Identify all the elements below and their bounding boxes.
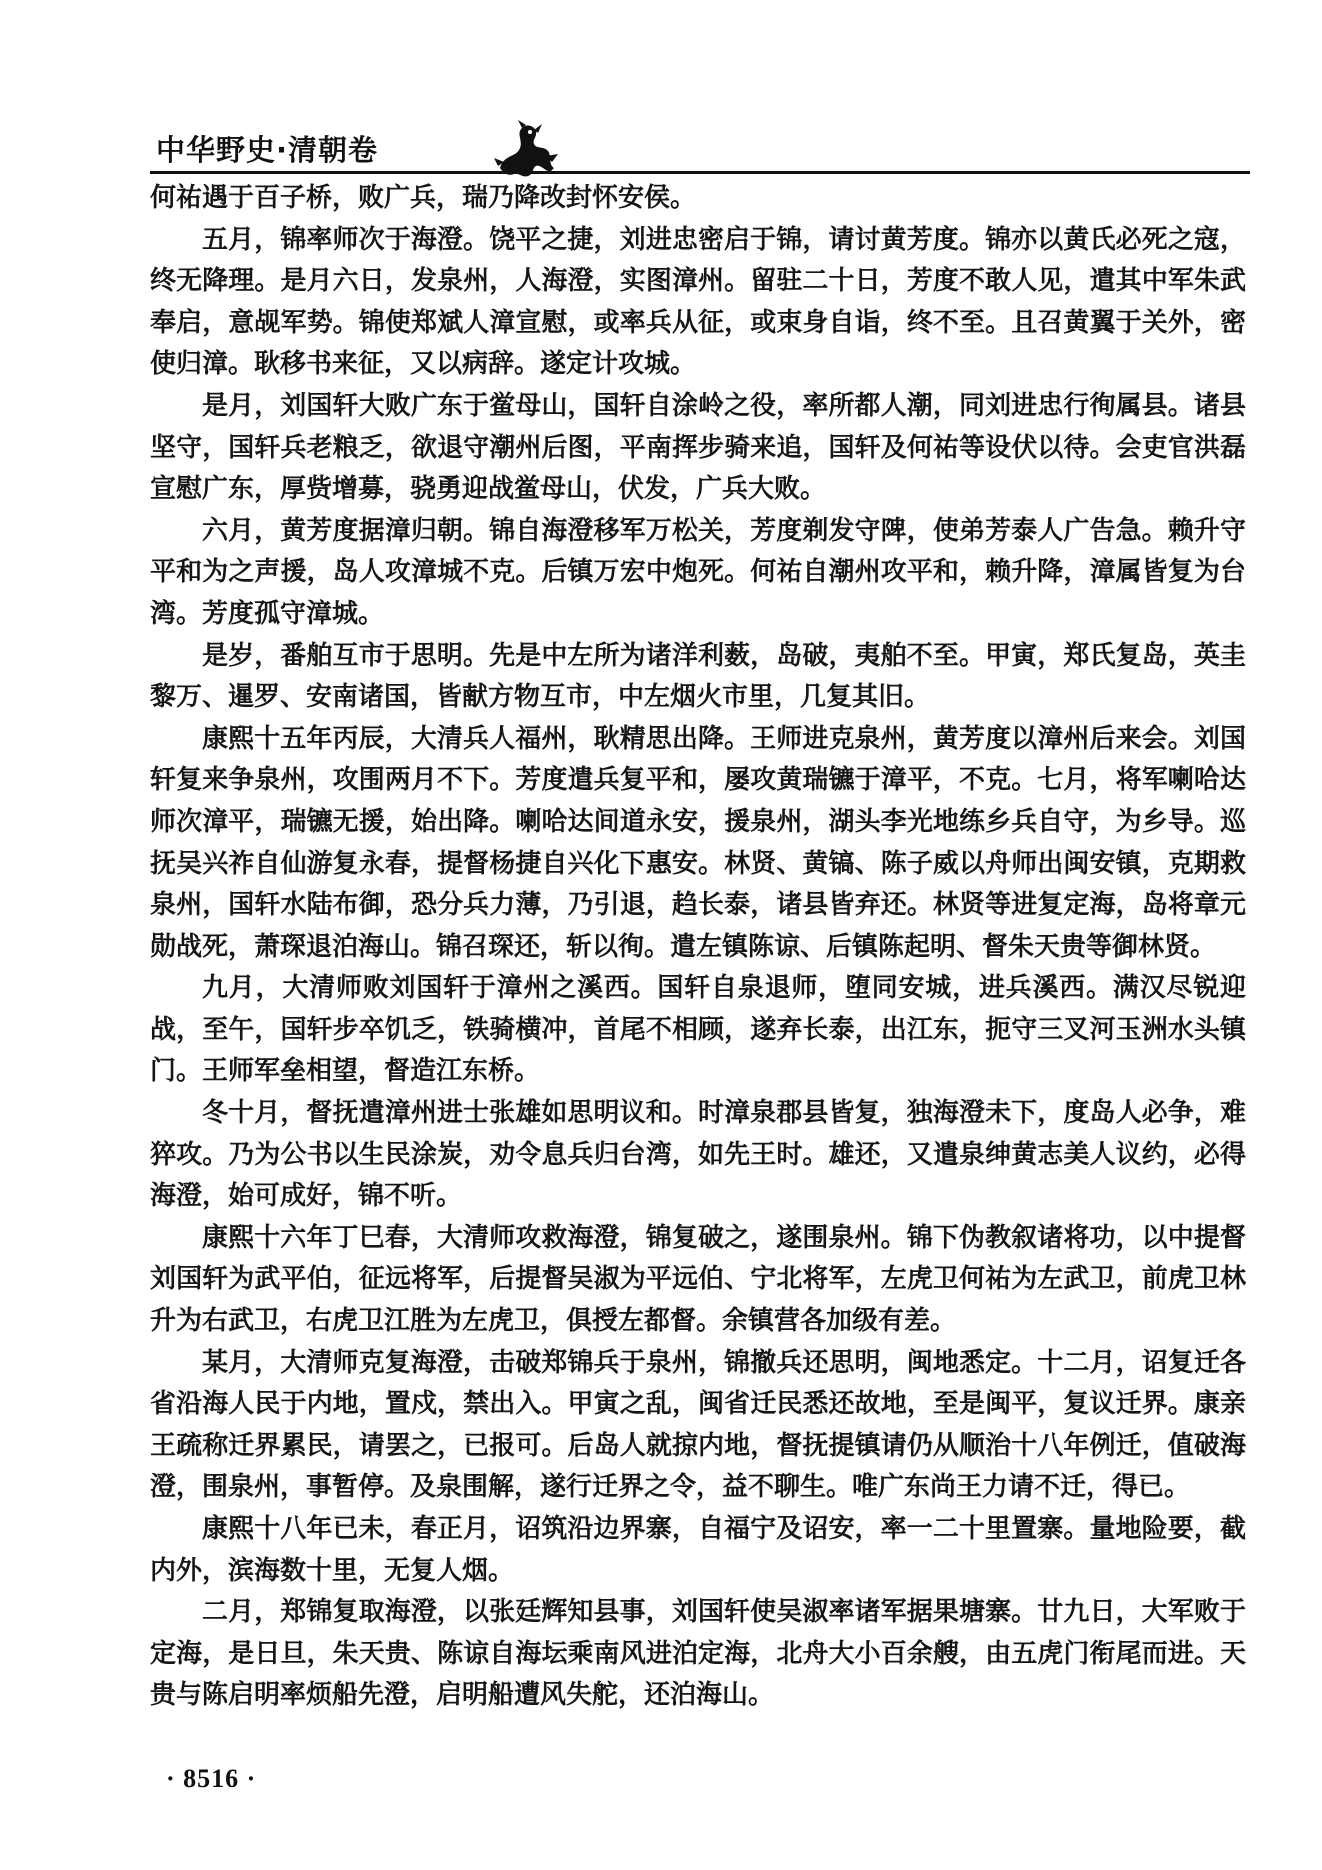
- paragraph: 五月，锦率师次于海澄。饶平之捷，刘进忠密启于锦，请讨黄芳度。锦亦以黄氏必死之寇，终无降理。是月六日，发泉州，人海澄，实图漳州。留驻二十日，芳度不敢人见，遣其中军朱武奉启，意觇军势。锦使郑斌人漳宣慰，或率兵从征，或束身自诣，终不至。且召黄翼于关外，密使归漳。耿移书来征，又以病辞。遂定计攻城。: [150, 224, 1246, 380]
- paragraph: 二月，郑锦复取海澄，以张廷辉知县事，刘国轩使吴淑率诸军据果塘寨。廿九日，大军败于定海，是日旦，朱天贵、陈谅自海坛乘南风进泊定海，北舟大小百余艘，由五虎门衔尾而进。天贵与陈启明率烦船先澄，启明船遭风失舵，还泊海山。: [150, 1597, 1246, 1711]
- page-header: [150, 118, 1250, 178]
- paragraph: 九月，大清师败刘国轩于漳州之溪西。国轩自泉退师，堕同安城，进兵溪西。满汉尽锐迎战，至午，国轩步卒饥乏，铁骑横冲，首尾不相顾，遂弃长泰，出江东，扼守三叉河玉洲水头镇门。王师军垒相望，督造江东桥。: [150, 973, 1246, 1087]
- paragraph: 是月，刘国轩大败广东于鲎母山，国轩自涂岭之役，率所都人潮，同刘进忠行徇属县。诸县坚守，国轩兵老粮乏，欲退守潮州后图，平南挥步骑来追，国轩及何祐等设伏以待。会吏官洪磊宣慰广东，厚赀增募，骁勇迎战鲎母山，伏发，广兵大败。: [150, 390, 1246, 505]
- paragraph: 冬十月，督抚遣漳州进士张雄如思明议和。时漳泉郡县皆复，独海澄未下，度岛人必争，难猝攻。乃为公书以生民涂炭，劝令息兵归台湾，如先王时。雄还，又遣泉绅黄志美人议约，必得海澄，始可成好，锦不听。: [150, 1098, 1246, 1212]
- paragraph: 何祐遇于百子桥，败广兵，瑞乃降改封怀安侯。: [150, 183, 697, 213]
- paragraph: 六月，黄芳度据漳归朝。锦自海澄移军万松关，芳度剃发守陴，使弟芳泰人广告急。赖升守平和为之声援，岛人攻漳城不克。后镇万宏中炮死。何祐自潮州攻平和，赖升降，漳属皆复为台湾。芳度孤守漳城。: [150, 515, 1246, 629]
- paragraph: 康熙十六年丁巳春，大清师攻救海澄，锦复破之，遂围泉州。锦下伪教叙诸将功，以中提督刘国轩为武平伯，征远将军，后提督吴淑为平远伯、宁北将军，左虎卫何祐为左武卫，前虎卫林升为右武卫，右虎卫江胜为左虎卫，俱授左都督。余镇营各加级有差。: [150, 1222, 1246, 1337]
- paragraph: 康熙十五年丙辰，大清兵人福州，耿精思出降。王师进克泉州，黄芳度以漳州后来会。刘国轩复来争泉州，攻围两月不下。芳度遣兵复平和，屡攻黄瑞镳于漳平，不克。七月，将军喇哈达师次漳平，瑞镳无援，始出降。喇哈达间道永安，援泉州，湖头李光地练乡兵自守，为乡导。巡抚吴兴祚自仙游复永春，提督杨捷自兴化下惠安。林贤、黄镐、陈子威以舟师出闽安镇，克期救泉州，国轩水陆布御，恐分兵力薄，乃引退，趋长泰，诸县皆弃还。林贤等进复定海，岛将章元勋战死，萧琛退泊海山。锦召琛还，斩以徇。遣左镇陈谅、后镇陈起明、督朱天贵等御林贤。: [150, 723, 1246, 962]
- page-number: · 8516 ·: [166, 1764, 257, 1793]
- article-body: [150, 178, 1246, 1717]
- paragraph: 是岁，番舶互市于思明。先是中左所为诸洋利薮，岛破，夷舶不至。甲寅，郑氏复岛，英圭黎万、暹罗、安南诸国，皆献方物互市，中左烟火市里，几复其旧。: [150, 640, 1246, 713]
- book-title: 中华野史·清朝卷: [156, 133, 379, 167]
- paragraph: 康熙十八年已未，春正月，诏筑沿边界寨，自福宁及诏安，率一二十里置寨。量地险要，截内外，滨海数十里，无复人烟。: [150, 1514, 1246, 1586]
- header-divider: [150, 171, 1250, 174]
- paragraph: 某月，大清师克复海澄，击破郑锦兵于泉州，锦撤兵还思明，闽地悉定。十二月，诏复迁各省沿海人民于内地，置戍，禁出入。甲寅之乱，闽省迁民悉还故地，至是闽平，复议迁界。康亲王疏称迁界累民，请罢之，已报可。后岛人就掠内地，督抚提镇请仍从顺治十八年例迁，值破海澄，围泉州，事暂停。及泉围解，遂行迁界之令，益不聊生。唯广东尚王力请不迁，得已。: [150, 1347, 1246, 1503]
